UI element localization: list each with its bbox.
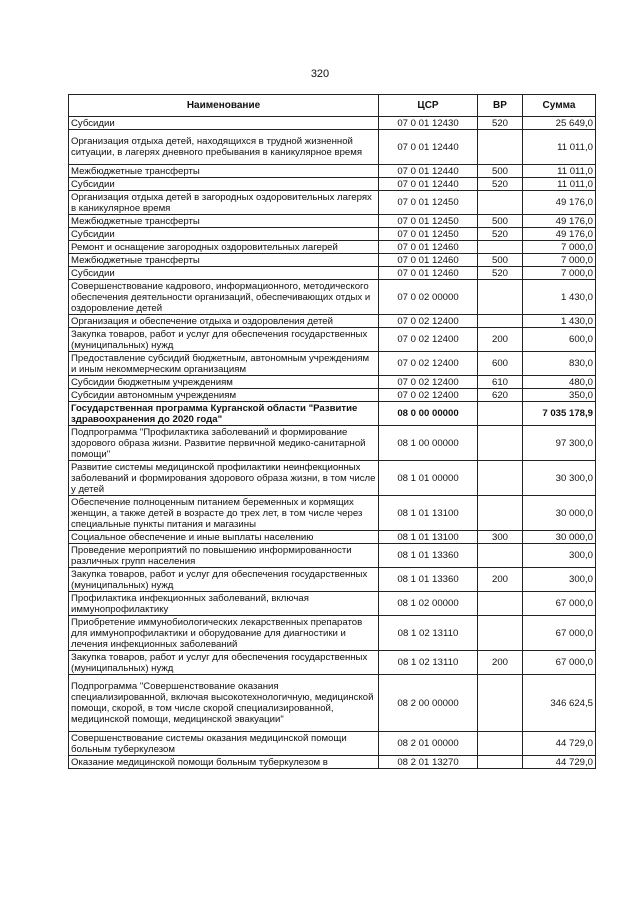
row-sum-cell: 44 729,0 — [523, 732, 596, 756]
row-sum-cell: 830,0 — [523, 352, 596, 376]
row-vr-cell — [478, 544, 523, 568]
row-csr-cell: 08 1 01 13100 — [379, 496, 478, 531]
row-vr-cell: 300 — [478, 531, 523, 544]
row-vr-cell: 520 — [478, 178, 523, 191]
table-row — [69, 568, 596, 592]
row-vr-cell — [478, 426, 523, 461]
row-vr-cell: 500 — [478, 215, 523, 228]
row-csr-cell: 08 2 01 13270 — [379, 756, 478, 769]
row-vr-cell — [478, 592, 523, 616]
row-vr-cell: 520 — [478, 267, 523, 280]
table-row — [69, 461, 596, 496]
table-row — [69, 254, 596, 267]
row-name-cell: Оказание медицинской помощи больным туберкулезом в — [69, 756, 379, 769]
row-csr-cell: 07 0 01 12440 — [379, 165, 478, 178]
table-row — [69, 191, 596, 215]
table-row — [69, 117, 596, 130]
table-row — [69, 328, 596, 352]
row-sum-cell: 67 000,0 — [523, 592, 596, 616]
row-vr-cell — [478, 315, 523, 328]
row-name-cell: Организация и обеспечение отдыха и оздоровления детей — [69, 315, 379, 328]
table-row — [69, 267, 596, 280]
table-row — [69, 496, 596, 531]
row-sum-cell: 7 000,0 — [523, 241, 596, 254]
table-row — [69, 402, 596, 426]
row-csr-cell: 08 1 01 13360 — [379, 544, 478, 568]
row-csr-cell: 07 0 02 00000 — [379, 280, 478, 315]
header-vr: ВР — [478, 95, 523, 117]
table-row — [69, 544, 596, 568]
row-csr-cell: 07 0 02 12400 — [379, 315, 478, 328]
row-csr-cell: 08 1 01 13100 — [379, 531, 478, 544]
table-row — [69, 651, 596, 675]
row-sum-cell: 67 000,0 — [523, 651, 596, 675]
row-sum-cell: 600,0 — [523, 328, 596, 352]
row-sum-cell: 11 011,0 — [523, 178, 596, 191]
row-name-cell: Межбюджетные трансферты — [69, 254, 379, 267]
row-sum-cell: 11 011,0 — [523, 165, 596, 178]
row-name-cell: Подпрограмма "Совершенствование оказания специализированной, включая высокотехнологичную, медицинской помощи, скорой, в том числе скорой специализированной, медицинской помощи, медицинской эвакуации" — [69, 675, 379, 732]
table-row — [69, 616, 596, 651]
row-name-cell: Организация отдыха детей в загородных оздоровительных лагерях в каникулярное время — [69, 191, 379, 215]
table-row — [69, 165, 596, 178]
table-row — [69, 426, 596, 461]
row-vr-cell — [478, 241, 523, 254]
row-csr-cell: 07 0 02 12400 — [379, 328, 478, 352]
page-number: 320 — [310, 68, 330, 80]
table-row — [69, 389, 596, 402]
row-name-cell: Субсидии — [69, 228, 379, 241]
row-name-cell: Социальное обеспечение и иные выплаты населению — [69, 531, 379, 544]
row-csr-cell: 08 1 01 13360 — [379, 568, 478, 592]
row-name-cell: Проведение мероприятий по повышению информированности различных групп населения — [69, 544, 379, 568]
row-csr-cell: 07 0 01 12430 — [379, 117, 478, 130]
row-csr-cell: 07 0 01 12450 — [379, 228, 478, 241]
row-sum-cell: 11 011,0 — [523, 130, 596, 165]
row-sum-cell: 480,0 — [523, 376, 596, 389]
row-name-cell: Приобретение иммунобиологических лекарственных препаратов для иммунопрофилактики и оборудование для диагностики и лечения инфекционных заболеваний — [69, 616, 379, 651]
row-csr-cell: 07 0 02 12400 — [379, 389, 478, 402]
row-sum-cell: 44 729,0 — [523, 756, 596, 769]
row-name-cell: Государственная программа Курганской области "Развитие здравоохранения до 2020 года" — [69, 402, 379, 426]
row-name-cell: Ремонт и оснащение загородных оздоровительных лагерей — [69, 241, 379, 254]
row-name-cell: Организация отдыха детей, находящихся в трудной жизненной ситуации, в лагерях дневного пребывания в каникулярное время — [69, 130, 379, 165]
row-sum-cell: 30 300,0 — [523, 461, 596, 496]
row-vr-cell: 620 — [478, 389, 523, 402]
header-sum: Сумма — [523, 95, 596, 117]
row-name-cell: Совершенствование кадрового, информационного, методического обеспечения деятельности организаций, обеспечивающих отдых и оздоровление детей — [69, 280, 379, 315]
row-name-cell: Субсидии бюджетным учреждениям — [69, 376, 379, 389]
table-row — [69, 280, 596, 315]
row-sum-cell: 25 649,0 — [523, 117, 596, 130]
row-name-cell: Субсидии — [69, 267, 379, 280]
table-row — [69, 756, 596, 769]
row-csr-cell: 07 0 01 12460 — [379, 254, 478, 267]
row-sum-cell: 300,0 — [523, 568, 596, 592]
row-csr-cell: 07 0 02 12400 — [379, 352, 478, 376]
row-vr-cell — [478, 732, 523, 756]
row-name-cell: Субсидии автономным учреждениям — [69, 389, 379, 402]
row-csr-cell: 08 1 01 00000 — [379, 461, 478, 496]
row-name-cell: Развитие системы медицинской профилактики неинфекционных заболеваний и формирования здорового образа жизни, в том числе у детей — [69, 461, 379, 496]
table-row — [69, 675, 596, 732]
table-row — [69, 130, 596, 165]
row-csr-cell: 07 0 01 12460 — [379, 267, 478, 280]
row-vr-cell: 610 — [478, 376, 523, 389]
header-csr: ЦСР — [379, 95, 478, 117]
row-name-cell: Закупка товаров, работ и услуг для обеспечения государственных (муниципальных) нужд — [69, 328, 379, 352]
table-row — [69, 315, 596, 328]
row-sum-cell: 346 624,5 — [523, 675, 596, 732]
table-row — [69, 592, 596, 616]
row-vr-cell: 520 — [478, 228, 523, 241]
table-row — [69, 241, 596, 254]
table-row — [69, 531, 596, 544]
row-vr-cell: 500 — [478, 254, 523, 267]
row-name-cell: Предоставление субсидий бюджетным, автономным учреждениям и иным некоммерческим организациям — [69, 352, 379, 376]
row-sum-cell: 350,0 — [523, 389, 596, 402]
row-vr-cell — [478, 130, 523, 165]
table-row — [69, 352, 596, 376]
row-csr-cell: 07 0 01 12450 — [379, 215, 478, 228]
row-vr-cell — [478, 616, 523, 651]
row-sum-cell: 1 430,0 — [523, 280, 596, 315]
row-csr-cell: 07 0 01 12460 — [379, 241, 478, 254]
row-vr-cell — [478, 756, 523, 769]
row-vr-cell — [478, 191, 523, 215]
row-vr-cell: 200 — [478, 328, 523, 352]
row-vr-cell — [478, 675, 523, 732]
row-vr-cell — [478, 496, 523, 531]
row-sum-cell: 7 035 178,9 — [523, 402, 596, 426]
row-vr-cell — [478, 280, 523, 315]
budget-table — [68, 94, 596, 769]
row-csr-cell: 08 1 00 00000 — [379, 426, 478, 461]
row-sum-cell: 49 176,0 — [523, 228, 596, 241]
row-vr-cell: 500 — [478, 165, 523, 178]
row-sum-cell: 49 176,0 — [523, 191, 596, 215]
row-csr-cell: 07 0 02 12400 — [379, 376, 478, 389]
row-csr-cell: 07 0 01 12440 — [379, 178, 478, 191]
row-csr-cell: 07 0 01 12450 — [379, 191, 478, 215]
row-vr-cell: 520 — [478, 117, 523, 130]
row-vr-cell: 200 — [478, 568, 523, 592]
header-name: Наименование — [69, 95, 379, 117]
row-csr-cell: 08 1 02 13110 — [379, 651, 478, 675]
row-sum-cell: 1 430,0 — [523, 315, 596, 328]
row-name-cell: Профилактика инфекционных заболеваний, включая иммунопрофилактику — [69, 592, 379, 616]
table-row — [69, 228, 596, 241]
row-name-cell: Закупка товаров, работ и услуг для обеспечения государственных (муниципальных) нужд — [69, 568, 379, 592]
row-csr-cell: 08 1 02 00000 — [379, 592, 478, 616]
row-sum-cell: 97 300,0 — [523, 426, 596, 461]
row-name-cell: Субсидии — [69, 178, 379, 191]
row-name-cell: Межбюджетные трансферты — [69, 165, 379, 178]
row-sum-cell: 67 000,0 — [523, 616, 596, 651]
row-name-cell: Обеспечение полноценным питанием беременных и кормящих женщин, а также детей в возрасте до трех лет, в том числе через специальные пункты питания и магазины — [69, 496, 379, 531]
row-sum-cell: 7 000,0 — [523, 254, 596, 267]
row-csr-cell: 08 1 02 13110 — [379, 616, 478, 651]
row-sum-cell: 49 176,0 — [523, 215, 596, 228]
row-vr-cell: 600 — [478, 352, 523, 376]
row-sum-cell: 300,0 — [523, 544, 596, 568]
table-row — [69, 215, 596, 228]
row-sum-cell: 30 000,0 — [523, 531, 596, 544]
table-row — [69, 178, 596, 191]
table-body — [69, 117, 596, 769]
row-csr-cell: 07 0 01 12440 — [379, 130, 478, 165]
row-name-cell: Субсидии — [69, 117, 379, 130]
row-sum-cell: 7 000,0 — [523, 267, 596, 280]
row-csr-cell: 08 2 00 00000 — [379, 675, 478, 732]
row-vr-cell — [478, 461, 523, 496]
row-name-cell: Совершенствование системы оказания медицинской помощи больным туберкулезом — [69, 732, 379, 756]
row-name-cell: Подпрограмма "Профилактика заболеваний и формирование здорового образа жизни. Развитие первичной медико-санитарной помощи" — [69, 426, 379, 461]
row-vr-cell — [478, 402, 523, 426]
row-csr-cell: 08 0 00 00000 — [379, 402, 478, 426]
row-name-cell: Межбюджетные трансферты — [69, 215, 379, 228]
row-name-cell: Закупка товаров, работ и услуг для обеспечения государственных (муниципальных) нужд — [69, 651, 379, 675]
row-vr-cell: 200 — [478, 651, 523, 675]
table-row — [69, 732, 596, 756]
row-csr-cell: 08 2 01 00000 — [379, 732, 478, 756]
table-row — [69, 376, 596, 389]
row-sum-cell: 30 000,0 — [523, 496, 596, 531]
header-row — [69, 95, 596, 117]
